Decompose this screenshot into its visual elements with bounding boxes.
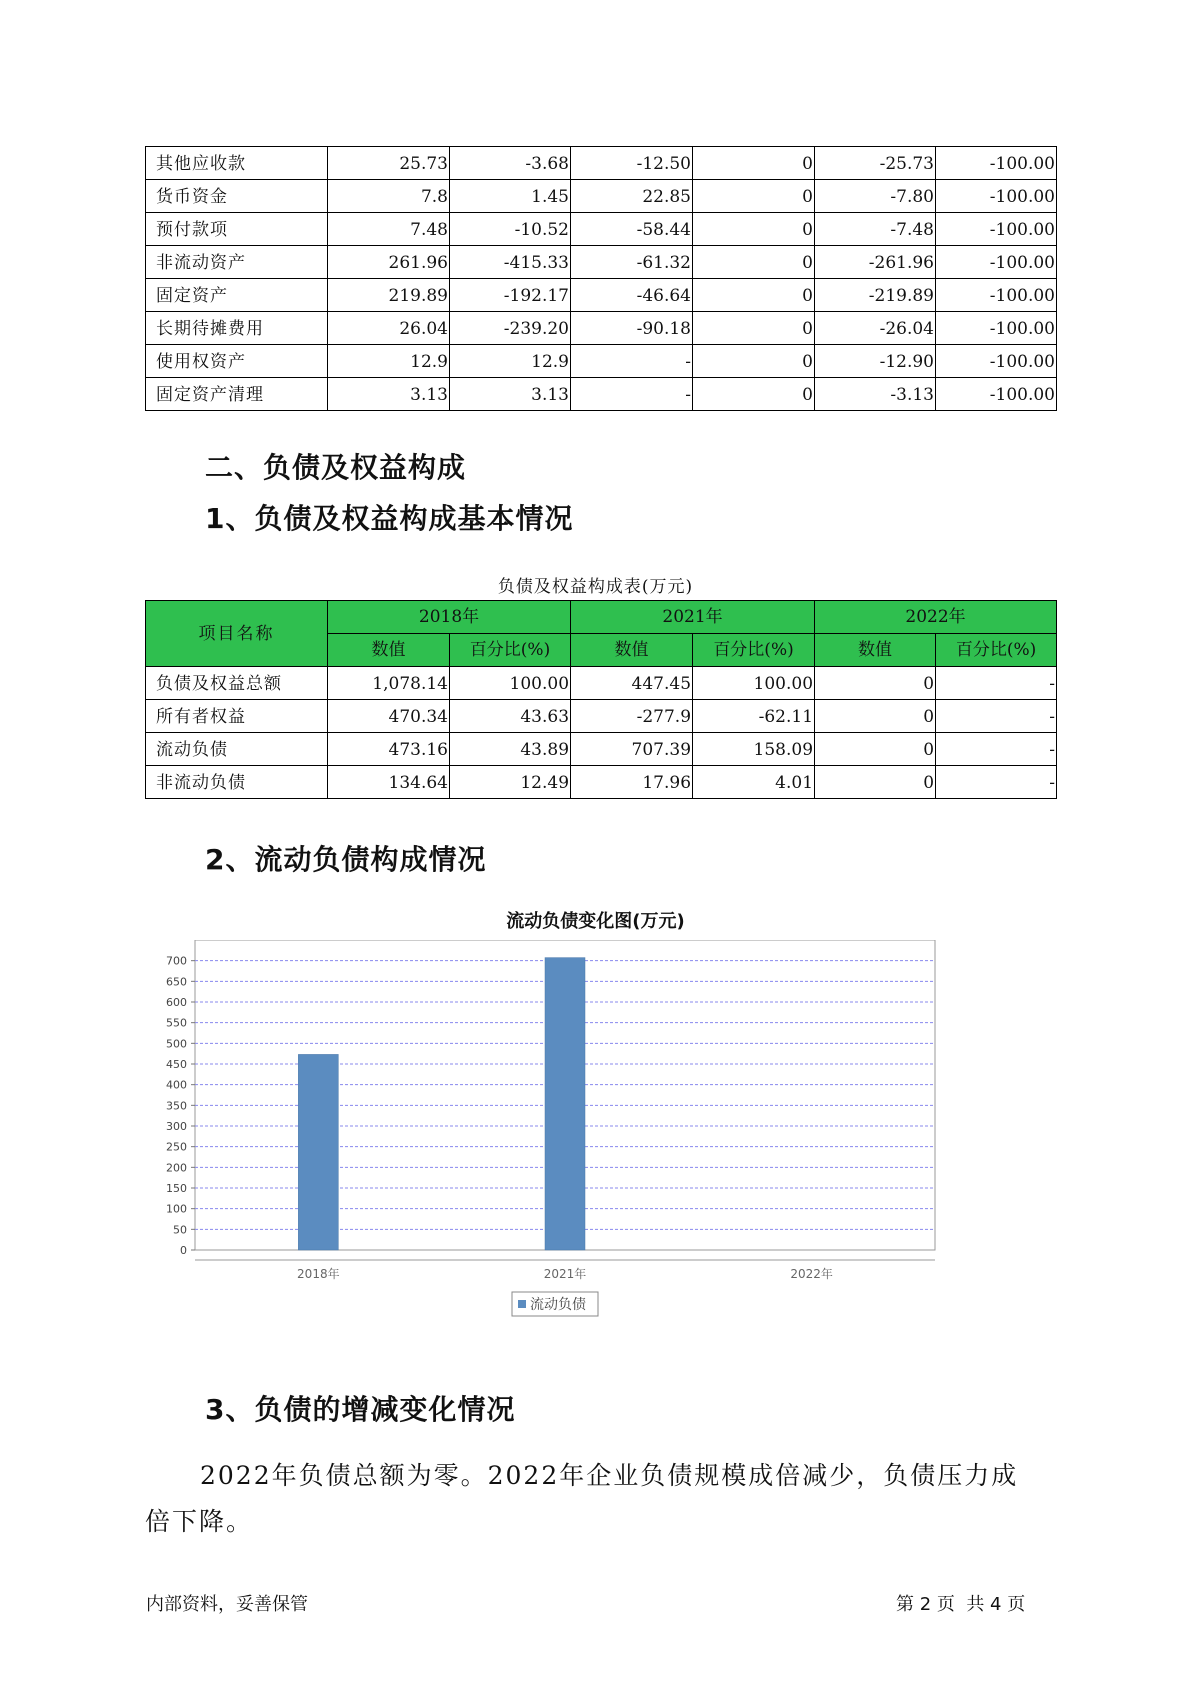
- percent-header: 百分比(%): [450, 634, 571, 667]
- y-tick-label: 600: [166, 996, 187, 1009]
- table-row: [146, 279, 1057, 312]
- row-label: 所有者权益: [146, 700, 328, 733]
- year-header: 2022年: [815, 601, 1057, 634]
- cell-value: -100.00: [936, 180, 1057, 213]
- y-tick-label: 0: [180, 1244, 187, 1257]
- cell-value: 0: [815, 667, 936, 700]
- subsection-heading-3: 3、负债的增减变化情况: [205, 1393, 516, 1426]
- table-row: [146, 180, 1057, 213]
- cell-value: 158.09: [693, 733, 815, 766]
- cell-value: 43.89: [450, 733, 571, 766]
- row-label: 流动负债: [146, 733, 328, 766]
- cell-value: 7.8: [328, 180, 450, 213]
- table-row: [146, 667, 1057, 700]
- percent-header: 百分比(%): [693, 634, 815, 667]
- section-heading: 二、负债及权益构成: [205, 451, 467, 484]
- cell-value: 0: [693, 378, 815, 411]
- y-tick-label: 250: [166, 1140, 187, 1154]
- cell-value: -100.00: [936, 345, 1057, 378]
- footer-confidential: 内部资料，妥善保管: [146, 1594, 308, 1615]
- table-caption: 负债及权益构成表(万元): [497, 577, 694, 597]
- cell-value: 219.89: [328, 279, 450, 312]
- legend-label: 流动负债: [530, 1297, 586, 1313]
- cell-value: 4.01: [693, 766, 815, 799]
- cell-value: -: [571, 378, 693, 411]
- cell-value: -7.80: [815, 180, 936, 213]
- cell-value: 0: [815, 766, 936, 799]
- cell-value: 25.73: [328, 147, 450, 180]
- cell-value: 12.9: [328, 345, 450, 378]
- row-label: 非流动资产: [146, 246, 328, 279]
- cell-value: -100.00: [936, 147, 1057, 180]
- cell-value: -415.33: [450, 246, 571, 279]
- row-label: 固定资产: [146, 279, 328, 312]
- table-row: [146, 378, 1057, 411]
- row-label: 预付款项: [146, 213, 328, 246]
- footer-page-number: 第 2 页 共 4 页: [896, 1594, 1026, 1615]
- cell-value: -239.20: [450, 312, 571, 345]
- cell-value: -3.68: [450, 147, 571, 180]
- equity-composition-table: [145, 600, 1057, 799]
- table-row: [146, 733, 1057, 766]
- percent-header: 百分比(%): [936, 634, 1057, 667]
- cell-value: 100.00: [450, 667, 571, 700]
- y-tick-label: 300: [166, 1120, 187, 1133]
- cell-value: -100.00: [936, 213, 1057, 246]
- cell-value: 0: [693, 246, 815, 279]
- table-row: [146, 147, 1057, 180]
- cell-value: 0: [815, 700, 936, 733]
- cell-value: -: [936, 667, 1057, 700]
- legend-swatch: [518, 1300, 526, 1308]
- year-header: 2021年: [571, 601, 815, 634]
- row-label: 固定资产清理: [146, 378, 328, 411]
- table-row: [146, 345, 1057, 378]
- cell-value: -12.90: [815, 345, 936, 378]
- y-tick-label: 650: [166, 975, 187, 989]
- asset-change-table: [145, 146, 1057, 411]
- cell-value: -: [571, 345, 693, 378]
- row-label: 货币资金: [146, 180, 328, 213]
- cell-value: -90.18: [571, 312, 693, 345]
- cell-value: -219.89: [815, 279, 936, 312]
- subsection-heading-2: 2、流动负债构成情况: [205, 843, 487, 876]
- row-label: 非流动负债: [146, 766, 328, 799]
- table-row: [146, 213, 1057, 246]
- cell-value: 100.00: [693, 667, 815, 700]
- cell-value: -100.00: [936, 279, 1057, 312]
- cell-value: -3.13: [815, 378, 936, 411]
- cell-value: -100.00: [936, 312, 1057, 345]
- cell-value: 3.13: [450, 378, 571, 411]
- cell-value: 0: [693, 312, 815, 345]
- bar: [545, 958, 585, 1250]
- cell-value: 7.48: [328, 213, 450, 246]
- cell-value: -10.52: [450, 213, 571, 246]
- cell-value: -58.44: [571, 213, 693, 246]
- cell-value: 0: [693, 345, 815, 378]
- row-label: 使用权资产: [146, 345, 328, 378]
- y-tick-label: 350: [166, 1099, 187, 1113]
- cell-value: -61.32: [571, 246, 693, 279]
- y-tick-label: 550: [166, 1016, 187, 1030]
- row-label: 其他应收款: [146, 147, 328, 180]
- current-liabilities-chart: [150, 940, 1030, 1360]
- item-header: 项目名称: [146, 601, 328, 667]
- subsection-heading-1: 1、负债及权益构成基本情况: [205, 502, 574, 535]
- cell-value: 134.64: [328, 766, 450, 799]
- table-row: [146, 246, 1057, 279]
- cell-value: -100.00: [936, 378, 1057, 411]
- cell-value: -: [936, 766, 1057, 799]
- table-row: [146, 700, 1057, 733]
- bar: [298, 1054, 338, 1250]
- header-row: [146, 601, 1057, 634]
- row-label: 长期待摊费用: [146, 312, 328, 345]
- cell-value: 447.45: [571, 667, 693, 700]
- value-header: 数值: [571, 634, 693, 667]
- cell-value: -: [936, 700, 1057, 733]
- y-tick-label: 400: [166, 1078, 187, 1092]
- table-row: [146, 766, 1057, 799]
- value-header: 数值: [815, 634, 936, 667]
- cell-value: -: [936, 733, 1057, 766]
- year-header: 2018年: [328, 601, 571, 634]
- cell-value: 17.96: [571, 766, 693, 799]
- cell-value: 1.45: [450, 180, 571, 213]
- liability-change-paragraph: 2022年负债总额为零。2022年企业负债规模成倍减少，负债压力成倍下降。: [145, 1461, 1019, 1536]
- cell-value: 261.96: [328, 246, 450, 279]
- cell-value: 1,078.14: [328, 667, 450, 700]
- cell-value: -192.17: [450, 279, 571, 312]
- chart-title: 流动负债变化图(万元): [506, 911, 685, 932]
- cell-value: 12.49: [450, 766, 571, 799]
- x-tick-label: 2022年: [790, 1267, 833, 1281]
- cell-value: 0: [693, 279, 815, 312]
- cell-value: 0: [815, 733, 936, 766]
- y-tick-label: 450: [166, 1058, 187, 1071]
- table-row: [146, 312, 1057, 345]
- y-tick-label: 100: [166, 1202, 187, 1216]
- cell-value: 473.16: [328, 733, 450, 766]
- y-tick-label: 700: [166, 954, 187, 968]
- y-tick-label: 150: [166, 1182, 187, 1195]
- cell-value: -62.11: [693, 700, 815, 733]
- cell-value: 22.85: [571, 180, 693, 213]
- y-tick-label: 50: [173, 1223, 187, 1237]
- cell-value: 0: [693, 213, 815, 246]
- row-label: 负债及权益总额: [146, 667, 328, 700]
- cell-value: -277.9: [571, 700, 693, 733]
- cell-value: 470.34: [328, 700, 450, 733]
- cell-value: 43.63: [450, 700, 571, 733]
- value-header: 数值: [328, 634, 450, 667]
- y-tick-label: 200: [166, 1161, 187, 1175]
- cell-value: -261.96: [815, 246, 936, 279]
- cell-value: -12.50: [571, 147, 693, 180]
- cell-value: 0: [693, 180, 815, 213]
- cell-value: 3.13: [328, 378, 450, 411]
- x-tick-label: 2021年: [543, 1267, 587, 1281]
- cell-value: -100.00: [936, 246, 1057, 279]
- cell-value: -25.73: [815, 147, 936, 180]
- cell-value: 12.9: [450, 345, 571, 378]
- x-tick-label: 2018年: [297, 1267, 340, 1281]
- cell-value: -7.48: [815, 213, 936, 246]
- cell-value: -46.64: [571, 279, 693, 312]
- cell-value: 707.39: [571, 733, 693, 766]
- cell-value: 26.04: [328, 312, 450, 345]
- cell-value: 0: [693, 147, 815, 180]
- cell-value: -26.04: [815, 312, 936, 345]
- y-tick-label: 500: [166, 1037, 187, 1051]
